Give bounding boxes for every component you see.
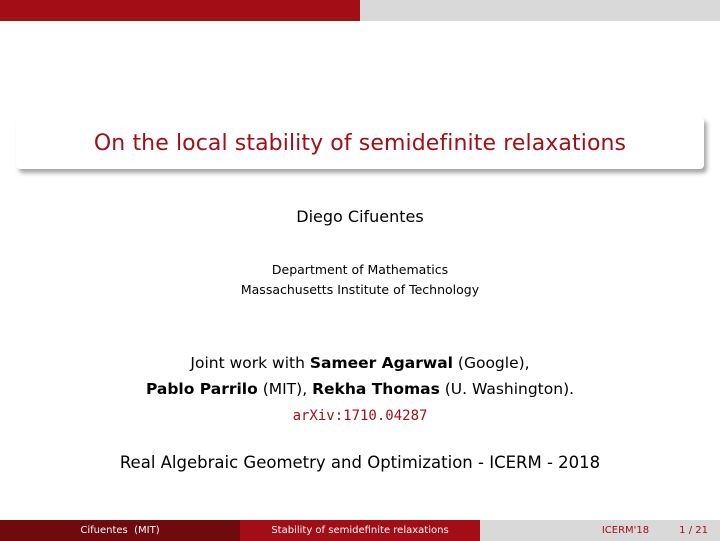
progress-bar xyxy=(0,0,720,21)
footer-conference: ICERM'18 xyxy=(601,525,650,536)
collaboration-line-2 xyxy=(0,380,720,398)
collaborator-affiliation: (Google), xyxy=(452,354,530,372)
author-name: Diego Cifuentes xyxy=(296,207,424,226)
progress-track xyxy=(360,0,720,21)
collaborator-affiliation: (MIT), xyxy=(257,380,313,398)
arxiv-link[interactable]: arXiv:1710.04287 xyxy=(292,408,428,424)
university: Massachusetts Institute of Technology xyxy=(240,282,480,297)
progress-fill xyxy=(0,0,360,21)
footer-author-segment xyxy=(0,520,240,541)
collaborator-name: Pablo Parrilo xyxy=(145,380,258,398)
title-box xyxy=(16,117,704,169)
footer-title-segment xyxy=(240,520,480,541)
footer-title: Stability of semidefinite relaxations xyxy=(271,525,449,536)
collaboration-line-1 xyxy=(0,354,720,372)
footer-info-segment xyxy=(480,520,720,541)
collaborator-affiliation: (U. Washington). xyxy=(439,380,575,398)
collab-prefix: Joint work with xyxy=(190,354,310,372)
conference-name: Real Algebraic Geometry and Optimization - ICERM - 2018 xyxy=(119,453,601,472)
department: Department of Mathematics xyxy=(271,262,449,277)
footer-bar xyxy=(0,520,720,541)
collaborator-name: Rekha Thomas xyxy=(312,380,440,398)
collaborator-name: Sameer Agarwal xyxy=(309,354,453,372)
slide-title: On the local stability of semidefinite relaxations xyxy=(93,130,627,156)
page-number: 1 / 21 xyxy=(679,525,708,536)
footer-author: Cifuentes (MIT) xyxy=(80,525,160,536)
